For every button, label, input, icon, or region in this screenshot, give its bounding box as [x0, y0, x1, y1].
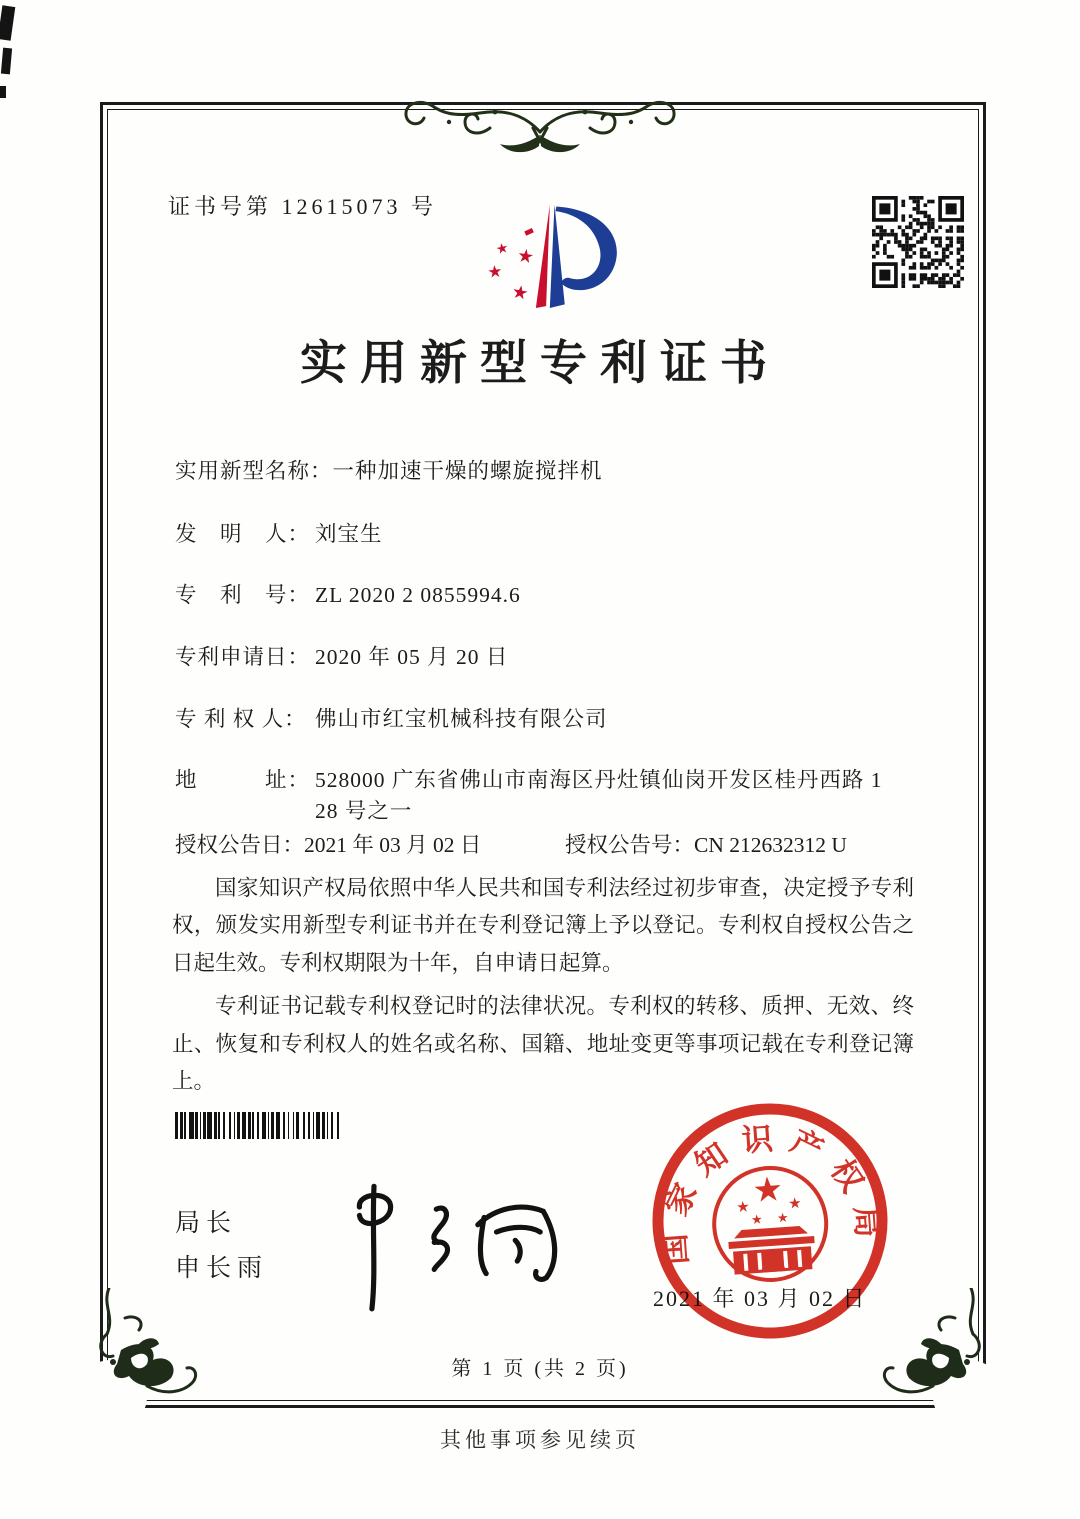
field-row-address — [175, 763, 935, 825]
field-label: 发 明 人： — [175, 522, 311, 546]
certificate-title: 实用新型专利证书 — [300, 338, 780, 390]
director-signature-icon — [330, 1178, 580, 1313]
field-value: 佛山市红宝机械科技有限公司 — [315, 707, 608, 731]
field-value: 528000 广东省佛山市南海区丹灶镇仙岗开发区桂丹西路 1 — [315, 768, 883, 792]
svg-text:★: ★ — [735, 1199, 751, 1217]
qr-code-icon — [872, 196, 964, 288]
legal-paragraph-2: 专利证书记载专利权登记时的法律状况。专利权的转移、质押、无效、终止、恢复和专利权人的姓名或名称、国籍、地址变更等事项记载在专利登记簿上。 — [172, 994, 914, 1094]
svg-text:★: ★ — [787, 1195, 803, 1213]
cnipa-logo-icon — [452, 180, 657, 328]
field-value: 2020 年 05 月 20 日 — [315, 645, 509, 669]
scan-artifact — [0, 86, 6, 98]
svg-text:★: ★ — [751, 1171, 785, 1211]
field-row-patentee — [175, 702, 935, 733]
barcode-icon — [175, 1112, 449, 1139]
grant-date-label: 授权公告日： — [175, 833, 305, 857]
seal-text: 国家知识产权局 — [655, 1120, 887, 1266]
field-label: 专 利 号： — [175, 583, 311, 607]
svg-text:★: ★ — [750, 1211, 764, 1228]
grant-number-value: CN 212632312 U — [694, 833, 847, 857]
field-value: 刘宝生 — [315, 522, 383, 546]
page-number: 第 1 页 (共 2 页) — [451, 1358, 629, 1380]
field-label: 专利申请日： — [175, 645, 311, 669]
svg-text:★: ★ — [494, 240, 511, 259]
svg-text:★: ★ — [509, 281, 531, 306]
field-row-filing-date — [175, 640, 935, 671]
field-row-grant — [175, 828, 935, 859]
scan-artifact — [1, 48, 12, 75]
director-name: 申长雨 — [175, 1255, 269, 1282]
issue-date: 2021 年 03 月 02 日 — [653, 1286, 867, 1311]
grant-number-label: 授权公告号： — [565, 833, 695, 857]
grant-date-value: 2021 年 03 月 02 日 — [304, 833, 482, 857]
continuation-note: 其他事项参见续页 — [440, 1428, 640, 1452]
scan-artifact — [0, 5, 15, 40]
svg-text:★: ★ — [776, 1209, 790, 1226]
field-row-inventor — [175, 517, 935, 548]
field-label: 地 址： — [175, 768, 311, 792]
director-title: 局长 — [175, 1210, 238, 1237]
field-value: ZL 2020 2 0855994.6 — [315, 583, 521, 607]
svg-text:★: ★ — [515, 245, 536, 269]
field-value-line2: 28 号之一 — [315, 799, 413, 823]
svg-text:★: ★ — [486, 261, 504, 283]
legal-paragraph-1: 国家知识产权局依照中华人民共和国专利法经过初步审查，决定授予专利权，颁发实用新型专利证书并在专利登记簿上予以登记。专利权自授权公告之日起生效。专利权期限为十年，自申请日起算。 — [172, 876, 914, 975]
legal-text — [172, 870, 914, 1100]
field-label: 专 利 权 人： — [175, 707, 307, 731]
field-value: 一种加速干燥的螺旋搅拌机 — [332, 459, 603, 483]
top-flourish-ornament — [388, 88, 692, 172]
field-row-patent-number — [175, 578, 935, 609]
field-row-name — [175, 454, 935, 485]
certificate-number: 证书号第 12615073 号 — [168, 194, 438, 219]
field-label: 实用新型名称： — [175, 459, 333, 483]
official-seal-icon — [637, 1088, 904, 1355]
